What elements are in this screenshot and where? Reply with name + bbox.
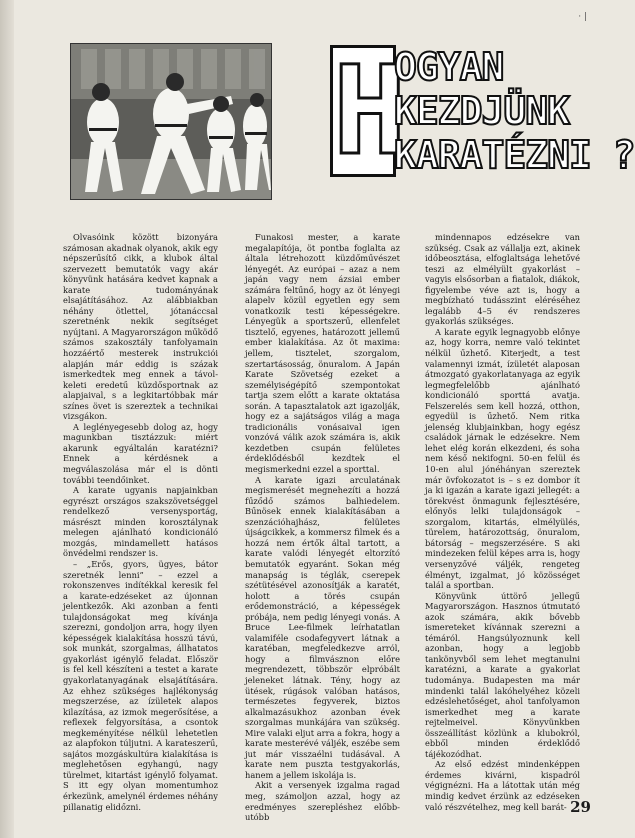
paragraph: Az első edzést mindenképpen érdemes kivárni, kispadról végignézni. Ha a látottak után még mindig kedvet érzünk az edzéseken való részvételhez, meg kell barát- [425,759,580,812]
paragraph: Funakosi mester, a karate megalapítója, öt pontba foglalta az általa létrehozott küzdőművészet lényegét. Az európai – azaz a nem japán vagy nem ázsiai ember számára feltűnő, hogy az öt lényegi alapelv közül egyetlen egy sem vonatkozik testi képességekre. Lényegük a sportszerű, ellenfelet tisztelő, egyenes, határozott jellemű ember kialakítása. Az öt maxima: jellem, tisztelet, szorgalom, szertartásosság, önuralom. A Japán Karate Szövetség ezeket a személyiségépítő szempontokat tartja szem előtt a karate oktatása során. A tapasztalatok azt igazolják, hogy ez a sajátságos világ a maga tradicionális vonásaival igen vonzóvá válik azok számára is, akik kezdetben csupán felületes érdeklődésből kezdtek el megismerkedni ezzel a sporttal. [245,232,400,475]
title-initial: H [330,45,396,177]
article-title [330,40,635,183]
paragraph: mindennapos edzésekre van szükség. Csak az vállalja ezt, akinek időbeosztása, elfoglaltsága lehetővé teszi az elmélyült gyakorlást – vagyis elsősorban a fiatalok, diákok, figyelembe véve azt is, hogy a megbízható tudásszint eléréséhez legalább 4–5 év rendszeres gyakorlás szükséges. [425,232,580,327]
text-column-2 [245,232,400,823]
paragraph: A karate ugyanis napjainkban egyrészt országos szakszövetséggel rendelkező versenysportág, másrészt minden korosztálynak melegen ajánlható kondicionáló mozgás, mindamellett hatásos önvédelmi rendszer is. [63,485,218,559]
paragraph: Akit a versenyek izgalma ragad meg, számoljon azzal, hogy az eredményes szerepléshez előbb-utóbb [245,780,400,823]
title-line-3: KARATÉZNI ? [394,133,635,177]
page-number: 29 [570,798,591,816]
karate-training-photo [70,43,272,200]
page-binding-edge [0,0,14,838]
paragraph: A leglényegesebb dolog az, hogy magunkban tisztázzuk: miért akarunk egyáltalán karatézni? Ennek a kérdésnek a megválaszolása már el is dönti további teendőinket. [63,421,218,485]
paragraph: A karate egyik legnagyobb előnye az, hogy korra, nemre való tekintet nélkül űzhető. Kiterjedt, a test valamennyi izmát, ízületét alaposan átmozgató gyakorlatanyaga az egyik legmegfelelőbb ajánlható kondicionáló sporttá avatja. Felszerelés sem kell hozzá, otthon, egyedül is űzhető. Nem ritka jelenség klubjainkban, hogy egész családok járnak le edzésekre. Nem lehet elég korán elkezdeni, és soha nem késő nekifogni. 50-en felül és 10-en alul jónéhányan szereztek már övfokozatot is – s ez dombor ít ja ki igazán a karate igazi jellegét: a törekvést önmagunk fejlesztésére, előnyös lelki tulajdonságok – szorgalom, kitartás, elmélyülés, türelem, határozottság, önuralom, bátorság – megszerzésére. S aki mindezeken felül képes arra is, hogy versenyzővé váljék, rengeteg élményt, izgalmat, jó közösséget talál a sportban. [425,326,580,591]
text-column-1 [63,232,218,812]
paragraph: Könyvünk úttörő jellegű Magyarországon. Hasznos útmutató azok számára, akik bővebb ismereteket kívánnak szerezni a témáról. Hangsúlyoznunk kell azonban, hogy a legjobb tankönyvből sem lehet megtanulni karatézni, a karate a gyakorlat tudománya. Budapesten ma már mindenki talál lakóhelyéhez közeli edzéslehetőséget, ahol tanfolyamon ismerkedhet meg a karate rejtelmeivel. Könyvünkben összeállítást közlünk a klubokról, ebből minden érdeklődő tájékozódhat. [425,590,580,759]
paragraph: – „Erős, gyors, ügyes, bátor szeretnék lenni” – ezzel a rokonszenves indítékkal keresik fel a karate-edzéseket az újonnan jelentkezők. Aki azonban a fenti tulajdonságokat meg kívánja szerezni, gondoljon arra, hogy ilyen képességek kialakítása hosszú távú, sok munkát, szorgalmas, állhatatos gyakorlást igénylő feladat. Először is fel kell készíteni a testet a karate gyakorlatanyagának elsajátítására. Az ehhez szükséges hajlékonyság megszerzése, az ízületek alapos kilazítása, az izmok megerősítése, a reflexek felgyorsítása, a csontok megkeményítése nélkül lehetetlen az alapfokon túljutni. A karateszerű, sajátos mozgáskultúra kialakítása is meglehetősen egyhangú, nagy türelmet, kitartást igénylő folyamat. S itt egy olyan momentumhoz érkezünk, amelynél érdemes néhány pillanatig elidőzni. [63,558,218,812]
paragraph: Olvasóink között bizonyára számosan akadnak olyanok, akik egy népszerűsítő cikk, a klubok által szervezett bemutatók vagy akár könyvünk hatására kedvet kapnak a karate tudományának elsajátításához. Az alábbiakban néhány ötlettel, jótanáccsal szeretnénk nekik segítséget nyújtani. A Magyarországon működő számos szakosztály tanfolyamain hozzáértő mesterek instrukciói alapján már eddig is százak ismerkedtek meg ennek a távol-keleti eredetű küzdősportnak az alapjaival, s a legkitartóbbak már színes övet is szereztek a technikai vizsgákon. [63,232,218,422]
page-corner-mark: · | [578,12,587,22]
title-line-2: KEZDJÜNK [394,89,570,133]
paragraph: A karate igazi arculatának megismerését megnehezíti a hozzá fűződő számos balhiedelem. Bűnösek ennek kialakításában a szenzációhajhász, felületes újságcikkek, a kommersz filmek és a hozzá nem értők által tartott, a karate valódi lényegét eltorzító bemutatók egyaránt. Sokan még manapság is téglák, cserepek szétütésével azonosítják a karatét, holott a törés csupán erődemonstráció, a képességek próbája, nem pedig lényegi vonás. A Bruce Lee-filmek leírhatatlan valamiféle csodafegyvert látnak a karatéban, megfeledkezve arról, hogy a filmvásznon előre megrendezett, többször elpróbált jeleneket látnak. Tény, hogy az ütések, rúgások valóban hatásos, természetes fegyverek, biztos alkalmazásukhoz azonban évek szorgalmas munkájára van szükség. Mire valaki eljut arra a fokra, hogy a karate mesterévé váljék, eszébe sem jut már visszaélni tudásával. A karate nem puszta testgyakorlás, hanem a jellem iskolája is. [245,474,400,780]
text-column-3 [425,232,580,812]
title-line-1: OGYAN [394,45,504,89]
